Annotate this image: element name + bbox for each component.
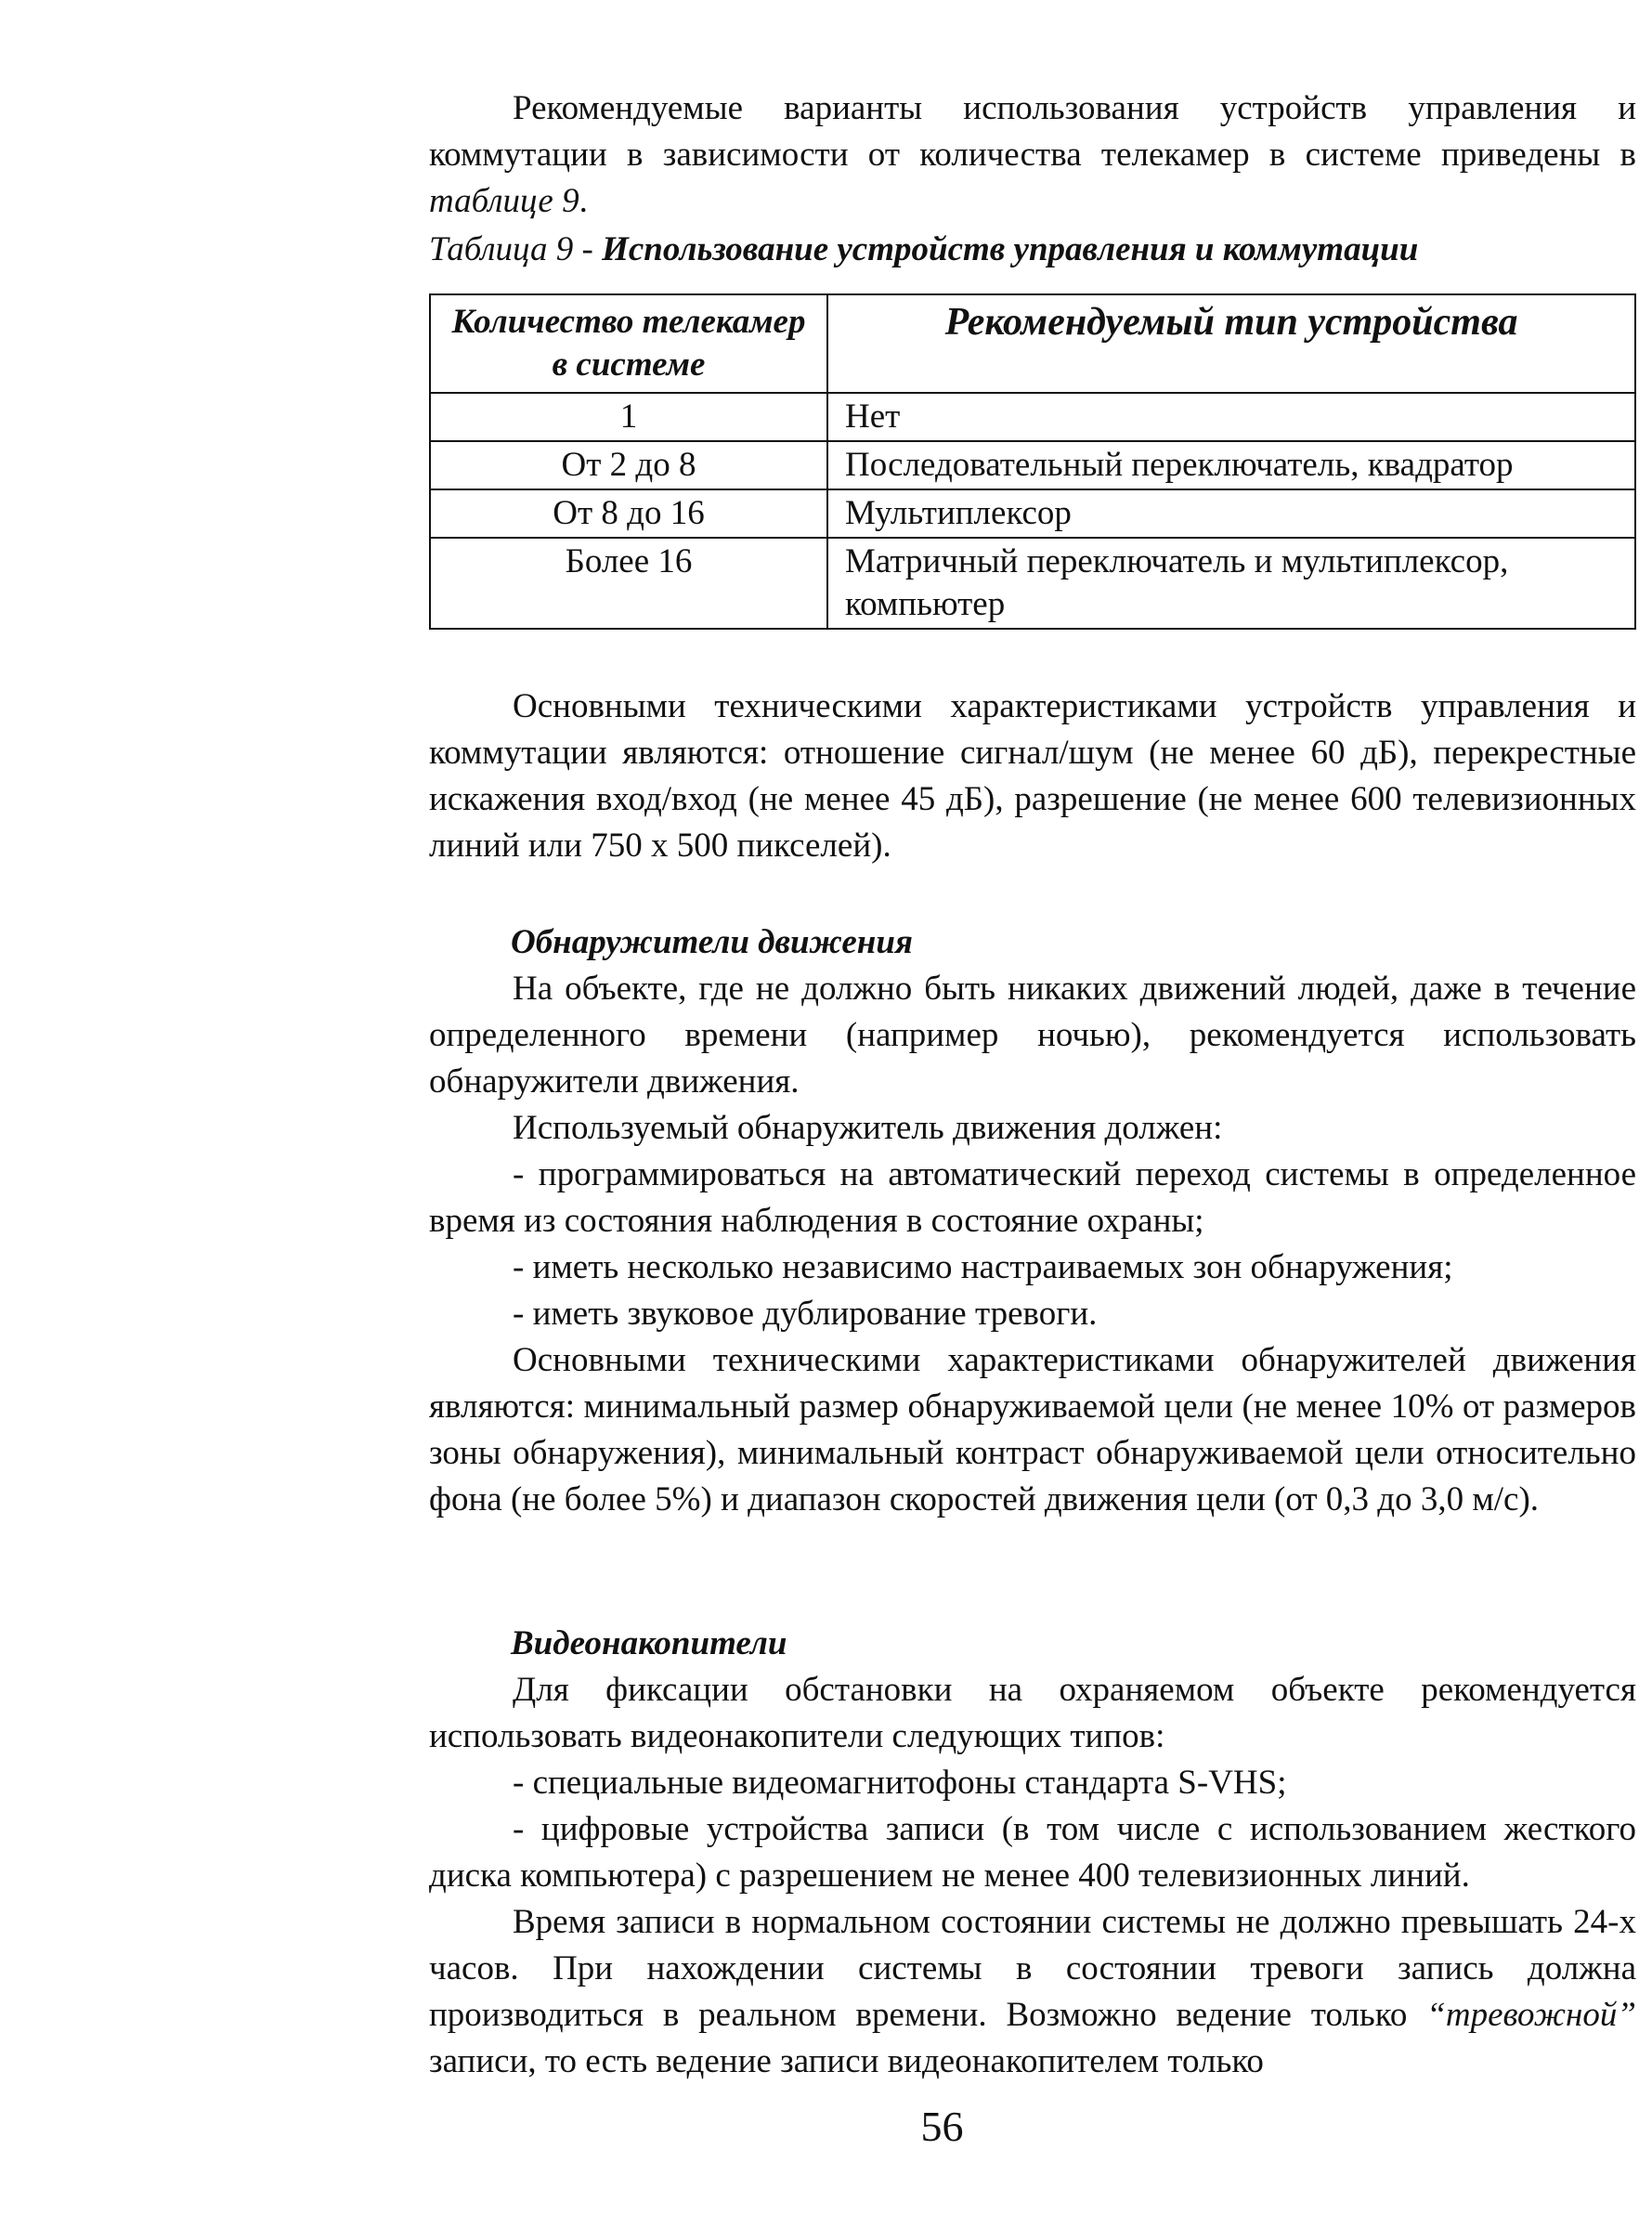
motion-item: - программироваться на автоматический переход системы в определенное время из состояния наблюдения в состояние охраны; [429,1155,1636,1240]
table-row [430,538,1635,629]
motion-p3: Основными техническими характеристиками обнаружителей движения являются: минимальный размер обнаруживаемой цели (не менее 10% от размеров зоны обнаружения), минимальный контраст обнаруживаемой цели относительно фона (не более 5%) и диапазон скоростей движения цели (от 0,3 до 3,0 м/с). [429,1341,1636,1518]
recorders-item: - цифровые устройства записи (в том числе с использованием жесткого диска компьютера) с разрешением не менее 400 телевизионных линий. [429,1810,1636,1895]
cell-device: Последовательный переключатель, квадратор [827,441,1635,489]
recorders-p2-end: записи, то есть ведение записи видеонакопителем только [429,2042,1264,2080]
cell-device: Мультиплексор [827,489,1635,538]
caption-title: Использование устройств управления и коммутации [602,230,1419,268]
video-recorders-heading: Видеонакопители [511,1624,787,1662]
table-row [430,393,1635,441]
motion-detectors-heading: Обнаружители движения [511,923,913,961]
cell-device: Матричный переключатель и мультиплексор, компьютер [827,538,1635,629]
table-row [430,441,1635,489]
table-header-row [430,294,1635,393]
recorders-p2-start: Время записи в нормальном состоянии системы не должно превышать 24-х часов. При нахождении системы в состоянии тревоги запись должна производиться в реальном времени. Возможно ведение только [429,1903,1636,2034]
motion-item: - иметь звуковое дублирование тревоги. [513,1295,1098,1333]
recorders-p2-quote: “тревожной” [1426,1996,1636,2034]
intro-paragraph: Рекомендуемые варианты использования устройств управления и коммутации в зависимости от количества телекамер в системе приведены в таблице 9. [429,89,1636,220]
caption-label: Таблица 9 - [429,230,603,268]
cell-count: 1 [430,393,827,441]
cell-count: От 2 до 8 [430,441,827,489]
header-camera-count: Количество телекамер в системе [430,294,827,393]
cell-count: Более 16 [430,538,827,629]
cell-count: От 8 до 16 [430,489,827,538]
cell-device: Нет [827,393,1635,441]
motion-section [429,966,1636,1523]
header-device-type: Рекомендуемый тип устройства [827,294,1635,393]
switch-specs-text: Основными техническими характеристиками устройств управления и коммутации являются: отношение сигнал/шум (не менее 60 дБ), перекрестные искажения вход/вход (не менее 45 дБ), разрешение (не менее 600 телевизионных линий или 750 х 500 пикселей). [429,687,1636,865]
table-caption [429,227,1636,273]
motion-p2: Используемый обнаружитель движения должен: [513,1109,1223,1147]
intro-table-ref: таблице 9 [429,182,579,220]
device-table [429,293,1636,630]
recorders-p2 [429,1899,1636,2085]
table-row [430,489,1635,538]
page-number: 56 [920,2103,964,2150]
motion-p1: На объекте, где не должно быть никаких движений людей, даже в течение определенного времени (например ночью), рекомендуется использовать обнаружители движения. [429,970,1636,1101]
motion-item: - иметь несколько независимо настраиваемых зон обнаружения; [513,1248,1453,1286]
switch-specs-paragraph [429,684,1636,869]
recorders-item: - специальные видеомагнитофоны стандарта S-VHS; [513,1764,1287,1802]
intro-text: Рекомендуемые варианты использования устройств управления и коммутации в зависимости от количества телекамер в системе приведены в [429,89,1636,174]
recorders-section [429,1667,1636,2085]
recorders-p1: Для фиксации обстановки на охраняемом объекте рекомендуется использовать видеонакопители следующих типов: [429,1671,1636,1755]
